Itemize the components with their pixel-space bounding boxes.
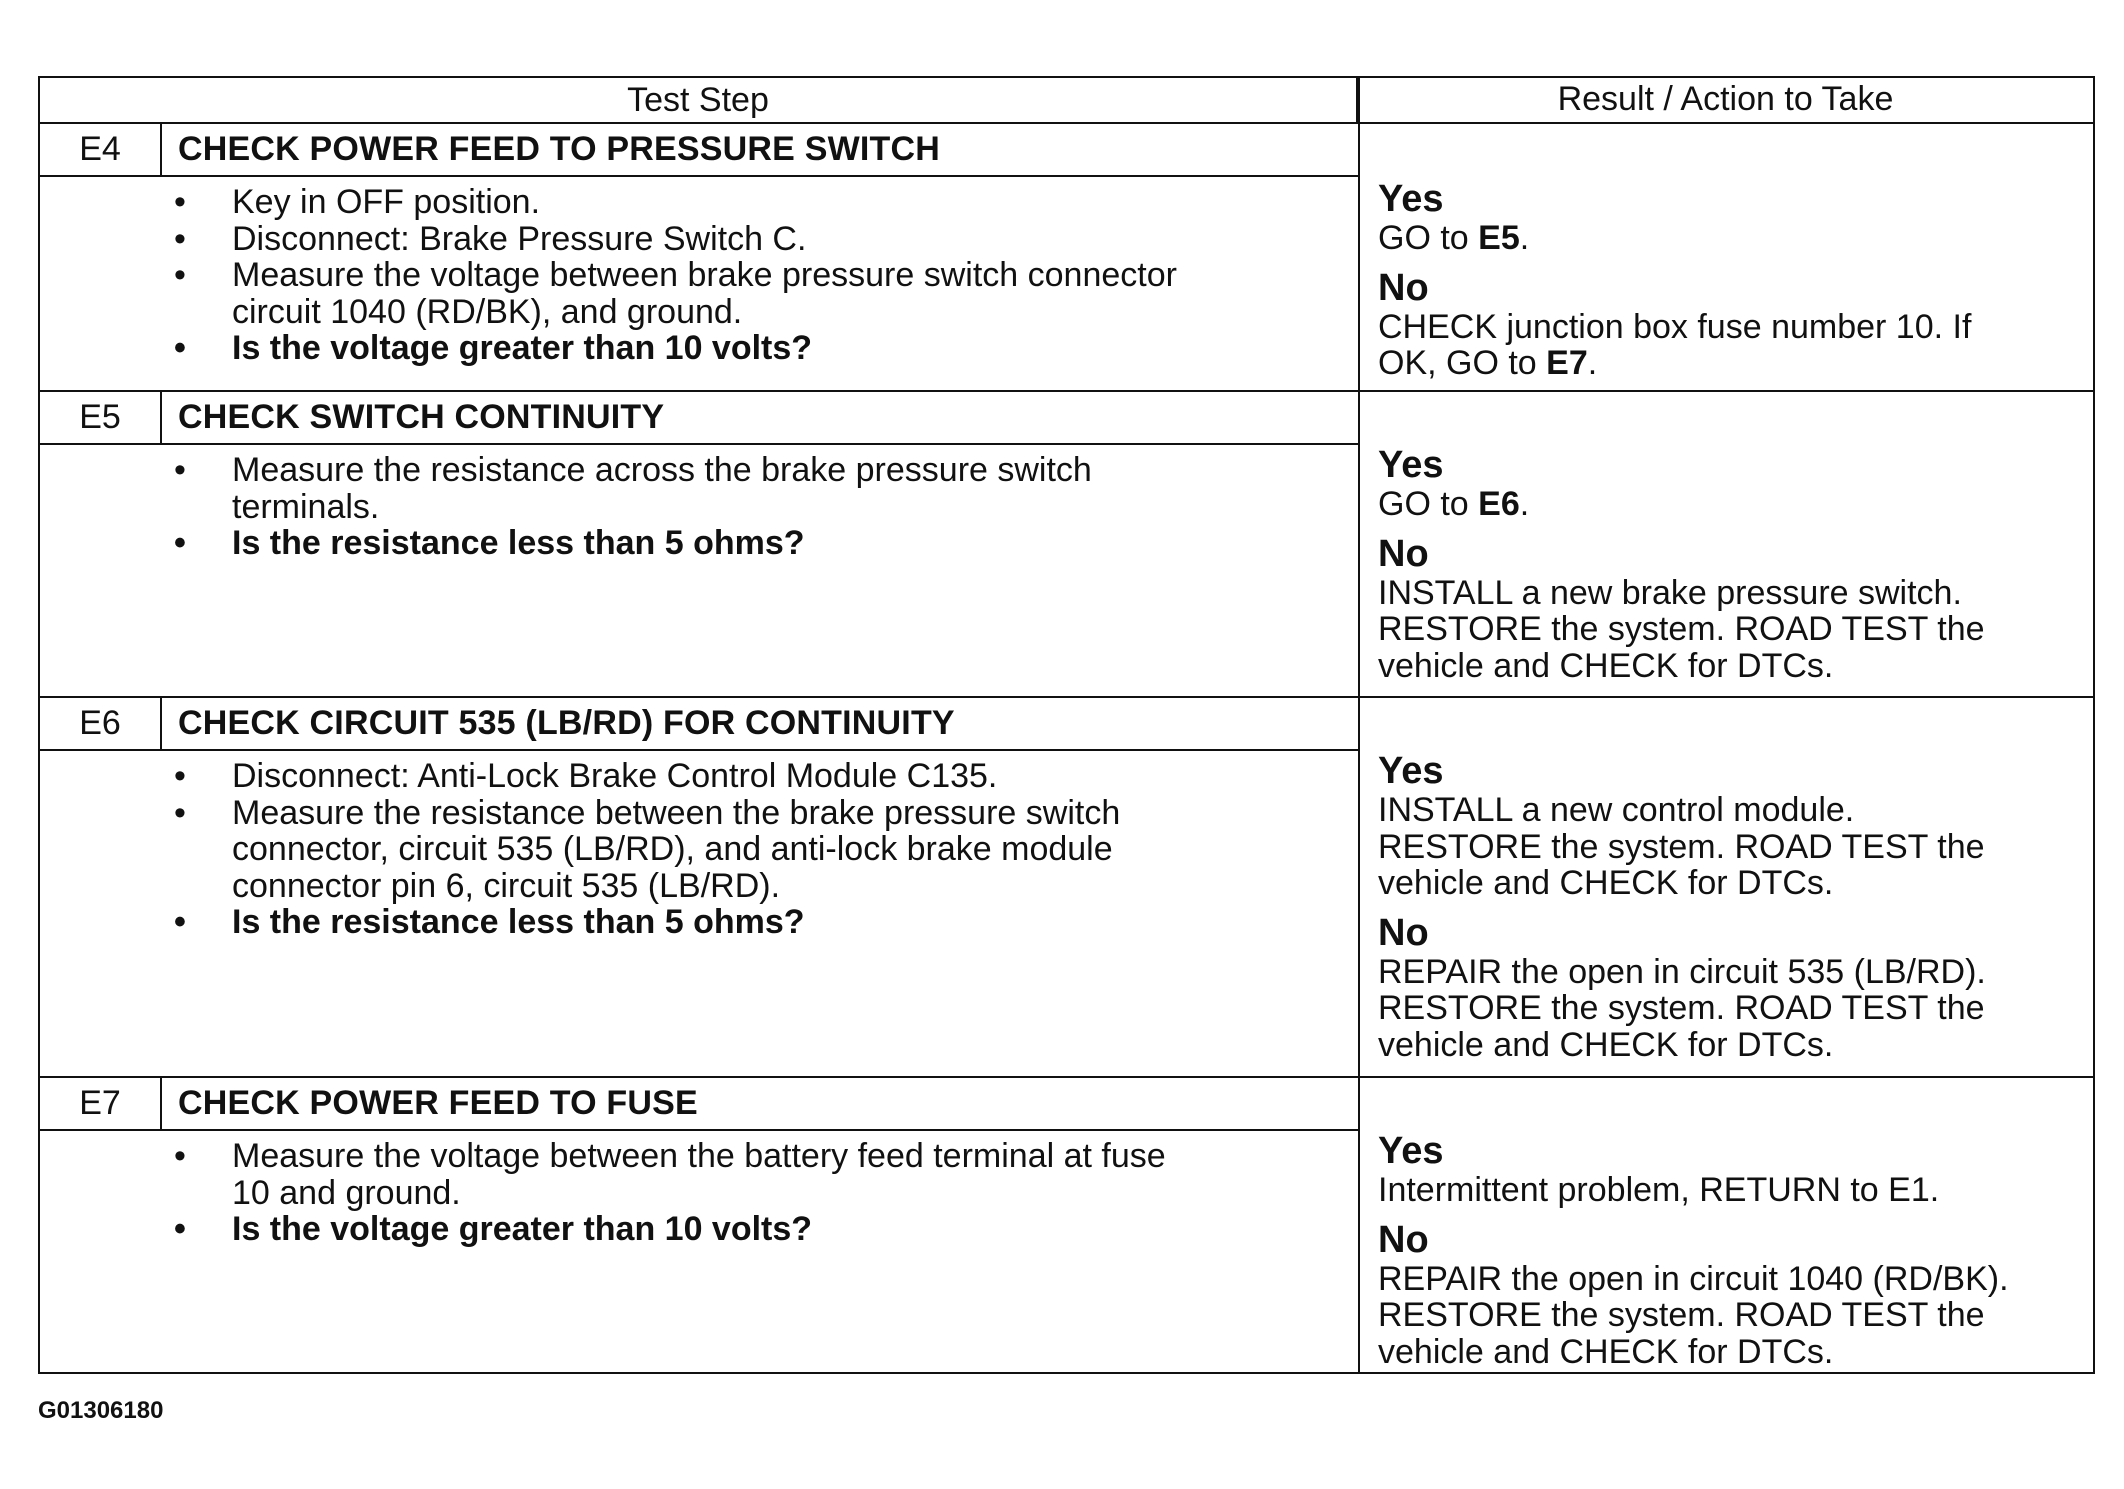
step-question: • Is the voltage greater than 10 volts? <box>40 1211 1342 1248</box>
step-id: E4 <box>40 124 162 175</box>
step-header <box>40 392 1358 445</box>
result-action <box>1378 444 2078 694</box>
result-text <box>1378 575 2078 685</box>
result-text-end: . <box>1519 219 1530 257</box>
step-row-e5 <box>40 392 2093 698</box>
result-text <box>1378 1172 2078 1209</box>
header-test-step: Test Step <box>40 78 1358 122</box>
step-header <box>40 124 1358 177</box>
result-text-body: Intermittent problem, RETURN to E1. <box>1378 1171 1940 1209</box>
result-label-yes: Yes <box>1378 1130 1444 1172</box>
result-label-no: No <box>1378 911 1429 954</box>
step-instructions <box>40 452 1358 562</box>
result-label-yes: Yes <box>1378 178 1444 220</box>
step-reference: E7 <box>1546 344 1588 382</box>
result-label-yes: Yes <box>1378 750 1444 792</box>
step-row-e4 <box>40 124 2093 392</box>
header-result-action: Result / Action to Take <box>1557 80 1894 118</box>
result-text <box>1378 954 2078 1064</box>
step-question: • Is the resistance less than 5 ohms? <box>40 525 1342 562</box>
step-question: • Is the voltage greater than 10 volts? <box>40 330 1342 367</box>
step-instructions <box>40 184 1358 367</box>
step-header <box>40 698 1358 751</box>
instruction-item: • Key in OFF position. <box>40 184 1342 221</box>
result-label-no: No <box>1378 532 1429 575</box>
result-action <box>1378 1130 2078 1380</box>
result-text-end: . <box>1587 344 1598 382</box>
instruction-list <box>40 1138 1358 1248</box>
instruction-item: • Measure the voltage between the battery feed terminal at fuse 10 and ground. <box>40 1138 1342 1211</box>
step-reference: E6 <box>1478 485 1520 523</box>
step-id: E5 <box>40 392 162 443</box>
step-instructions <box>40 1138 1358 1248</box>
instruction-item: • Disconnect: Anti-Lock Brake Control Module C135. <box>40 758 1342 795</box>
result-text-body: INSTALL a new brake pressure switch. RESTORE the system. ROAD TEST the vehicle and CHECK for DTCs. <box>1378 573 1985 685</box>
result-label-no: No <box>1378 1218 1429 1261</box>
instruction-item: • Disconnect: Brake Pressure Switch C. <box>40 221 1342 258</box>
result-label-no: No <box>1378 266 1429 309</box>
result-text <box>1378 792 2078 902</box>
result-action <box>1378 750 2078 1073</box>
result-text <box>1378 309 2078 382</box>
table-header-row <box>40 78 2093 124</box>
result-label-yes: Yes <box>1378 444 1444 486</box>
diagnostic-table <box>38 76 2095 1374</box>
result-text-body: REPAIR the open in circuit 1040 (RD/BK). RESTORE the system. ROAD TEST the vehicle and CHECK for DTCs. <box>1378 1259 2009 1371</box>
result-text-body: CHECK junction box fuse number 10. If OK, GO to <box>1378 307 1972 382</box>
result-text-end: . <box>1519 485 1530 523</box>
step-title: CHECK SWITCH CONTINUITY <box>178 398 665 436</box>
result-text-body: INSTALL a new control module. RESTORE the system. ROAD TEST the vehicle and CHECK for DTCs. <box>1378 791 1985 902</box>
result-action <box>1378 178 2078 392</box>
result-text-body: GO to <box>1378 219 1479 257</box>
result-text <box>1378 220 2078 257</box>
step-title: CHECK POWER FEED TO PRESSURE SWITCH <box>178 130 940 168</box>
step-question: • Is the resistance less than 5 ohms? <box>40 904 1342 941</box>
step-id: E6 <box>40 698 162 749</box>
instruction-item: • Measure the voltage between brake pressure switch connector circuit 1040 (RD/BK), and ground. <box>40 257 1342 330</box>
step-title: CHECK CIRCUIT 535 (LB/RD) FOR CONTINUITY <box>178 704 955 742</box>
instruction-item: • Measure the resistance across the brake pressure switch terminals. <box>40 452 1342 525</box>
figure-id: G01306180 <box>38 1397 164 1424</box>
instruction-list <box>40 184 1358 367</box>
step-row-e7 <box>40 1078 2093 1373</box>
instruction-list <box>40 758 1358 941</box>
step-header <box>40 1078 1358 1131</box>
step-id: E7 <box>40 1078 162 1129</box>
step-row-e6 <box>40 698 2093 1078</box>
step-instructions <box>40 758 1358 941</box>
step-title: CHECK POWER FEED TO FUSE <box>178 1084 698 1122</box>
step-reference: E5 <box>1478 219 1520 257</box>
instruction-list <box>40 452 1358 562</box>
result-text <box>1378 486 2078 523</box>
result-text <box>1378 1261 2078 1371</box>
result-text-body: REPAIR the open in circuit 535 (LB/RD). RESTORE the system. ROAD TEST the vehicle and CHECK for DTCs. <box>1378 952 1986 1064</box>
result-text-body: GO to <box>1378 485 1479 523</box>
instruction-item: • Measure the resistance between the brake pressure switch connector, circuit 535 (LB/RD), and anti-lock brake module connector pin 6, circuit 535 (LB/RD). <box>40 795 1342 905</box>
